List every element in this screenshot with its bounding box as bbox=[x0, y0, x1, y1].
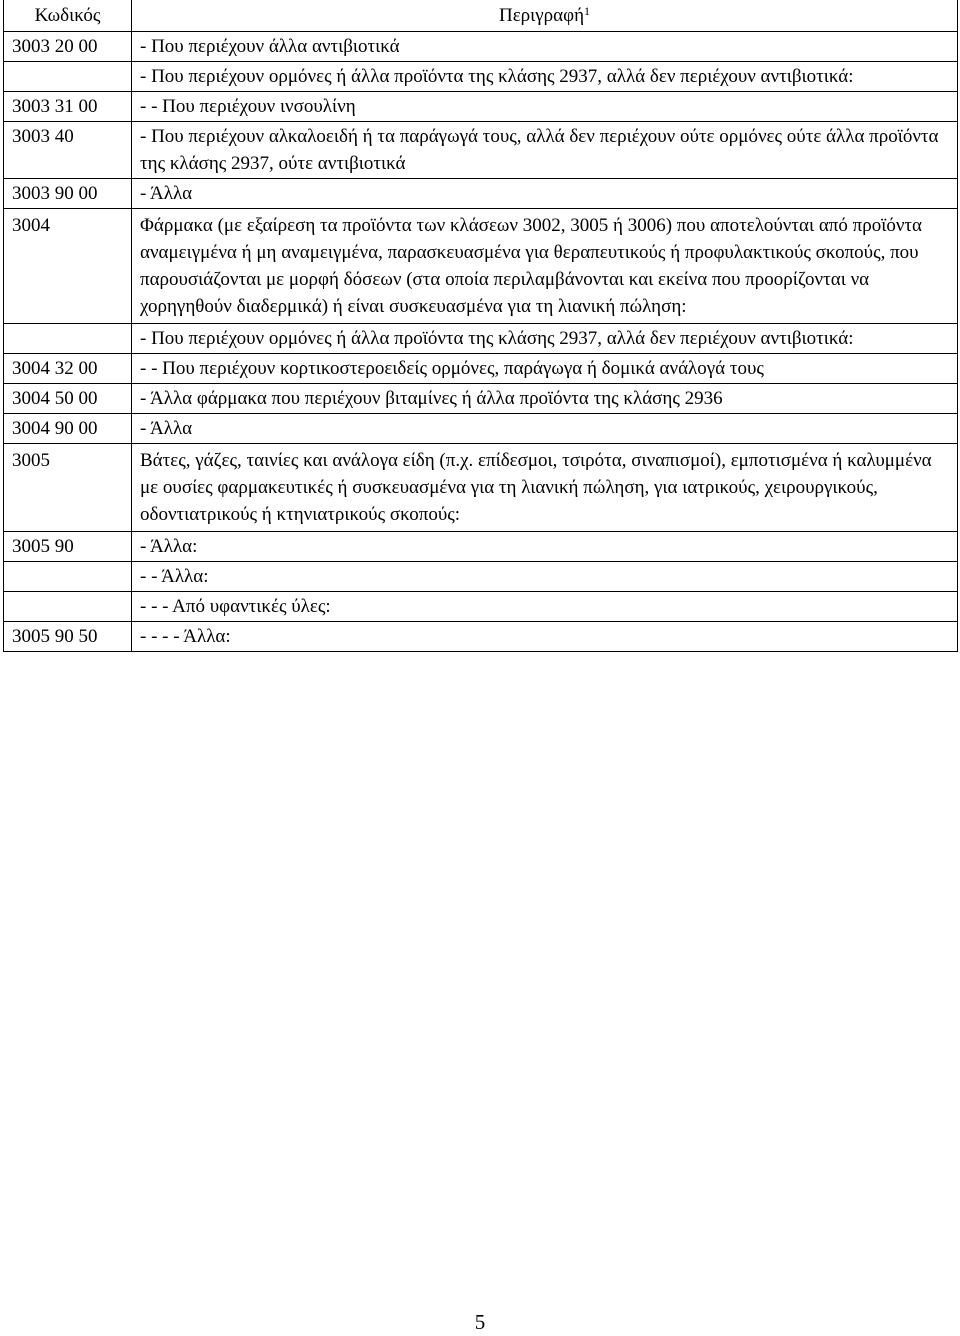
description-cell: - Που περιέχουν άλλα αντιβιοτικά bbox=[132, 32, 958, 62]
code-cell bbox=[4, 562, 132, 592]
code-cell bbox=[4, 62, 132, 92]
description-column-header bbox=[132, 0, 958, 32]
code-cell bbox=[4, 592, 132, 622]
code-cell: 3003 90 00 bbox=[4, 179, 132, 209]
table-row bbox=[4, 324, 958, 354]
table-header-row bbox=[4, 0, 958, 32]
description-cell: Φάρμακα (με εξαίρεση τα προϊόντα των κλάσεων 3002, 3005 ή 3006) που αποτελούνται από προϊόντα αναμειγμένα ή μη αναμειγμένα, παρασκευασμένα για θεραπευτικούς ή προφυλακτικούς σκοπούς, που παρουσιάζονται με μορφή δόσεων (στα οποία περιλαμβάνονται και εκείνα που προορίζονται να χορηγηθούν διαδερμικά) ή είναι συσκευασμένα για τη λιανική πώληση: bbox=[132, 209, 958, 324]
table-row bbox=[4, 92, 958, 122]
code-cell: 3004 32 00 bbox=[4, 354, 132, 384]
description-cell: - Άλλα bbox=[132, 414, 958, 444]
description-cell: - Άλλα: bbox=[132, 532, 958, 562]
code-cell: 3005 90 bbox=[4, 532, 132, 562]
tariff-code-table bbox=[3, 0, 958, 652]
description-cell: - - Που περιέχουν ινσουλίνη bbox=[132, 92, 958, 122]
code-cell: 3003 31 00 bbox=[4, 92, 132, 122]
code-cell: 3004 50 00 bbox=[4, 384, 132, 414]
table-row bbox=[4, 414, 958, 444]
description-cell: - Που περιέχουν ορμόνες ή άλλα προϊόντα της κλάσης 2937, αλλά δεν περιέχουν αντιβιοτικά: bbox=[132, 324, 958, 354]
code-cell: 3004 90 00 bbox=[4, 414, 132, 444]
description-cell: - - - - Άλλα: bbox=[132, 622, 958, 652]
table-row bbox=[4, 122, 958, 179]
code-cell: 3003 40 bbox=[4, 122, 132, 179]
description-cell: - - Άλλα: bbox=[132, 562, 958, 592]
description-cell: - Άλλα φάρμακα που περιέχουν βιταμίνες ή άλλα προϊόντα της κλάσης 2936 bbox=[132, 384, 958, 414]
table-row bbox=[4, 592, 958, 622]
description-cell: - Άλλα bbox=[132, 179, 958, 209]
code-cell: 3004 bbox=[4, 209, 132, 324]
description-cell: - Που περιέχουν ορμόνες ή άλλα προϊόντα της κλάσης 2937, αλλά δεν περιέχουν αντιβιοτικά: bbox=[132, 62, 958, 92]
description-cell: - Που περιέχουν αλκαλοειδή ή τα παράγωγά τους, αλλά δεν περιέχουν ούτε ορμόνες ούτε άλλα προϊόντα της κλάσης 2937, ούτε αντιβιοτικά bbox=[132, 122, 958, 179]
code-cell: 3003 20 00 bbox=[4, 32, 132, 62]
footnote-mark: 1 bbox=[584, 4, 591, 18]
table-row bbox=[4, 384, 958, 414]
table-row bbox=[4, 209, 958, 324]
code-cell bbox=[4, 324, 132, 354]
description-cell: Βάτες, γάζες, ταινίες και ανάλογα είδη (π.χ. επίδεσμοι, τσιρότα, σιναπισμοί), εμποτισμένα ή καλυμμένα με ουσίες φαρμακευτικές ή συσκευασμένα για τη λιανική πώληση, για ιατρικούς, χειρουργικούς, οδοντιατρικούς ή κτηνιατρικούς σκοπούς: bbox=[132, 444, 958, 532]
table-row bbox=[4, 62, 958, 92]
code-cell: 3005 90 50 bbox=[4, 622, 132, 652]
description-header-label: Περιγραφή bbox=[498, 5, 585, 26]
table-row bbox=[4, 32, 958, 62]
page-number: 5 bbox=[474, 1310, 486, 1334]
code-column-header: Κωδικός bbox=[4, 0, 132, 32]
table-row bbox=[4, 562, 958, 592]
table-row bbox=[4, 532, 958, 562]
code-cell: 3005 bbox=[4, 444, 132, 532]
description-cell: - - Που περιέχουν κορτικοστεροειδείς ορμόνες, παράγωγα ή δομικά ανάλογά τους bbox=[132, 354, 958, 384]
table-row bbox=[4, 622, 958, 652]
description-cell: - - - Από υφαντικές ύλες: bbox=[132, 592, 958, 622]
table-row bbox=[4, 354, 958, 384]
table-row bbox=[4, 179, 958, 209]
table-row bbox=[4, 444, 958, 532]
